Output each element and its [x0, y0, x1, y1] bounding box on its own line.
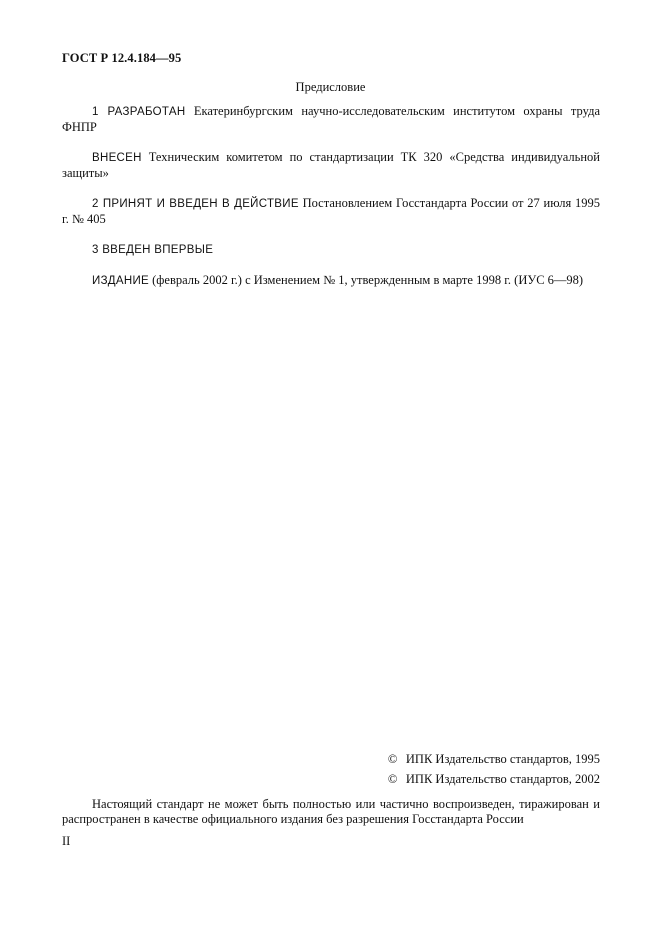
preface-paragraph-edition: [62, 273, 600, 289]
page-title: Предисловие: [295, 80, 366, 94]
paragraph-lead: ВНЕСЕН: [92, 152, 142, 164]
preface-body: [62, 104, 600, 304]
copyright-text: ИПК Издательство стандартов, 1995: [405, 752, 600, 766]
preface-paragraph-first-introduced: [62, 242, 600, 258]
copyright-icon: ©: [387, 772, 398, 786]
copyright-line: [388, 769, 600, 789]
copyright-icon: ©: [387, 752, 398, 766]
document-header: ГОСТ Р 12.4.184—95: [62, 51, 182, 65]
preface-paragraph-developed: [62, 104, 600, 135]
copyright-text: ИПК Издательство стандартов, 2002: [405, 772, 600, 786]
copyright-line: [388, 749, 600, 769]
preface-paragraph-adopted: [62, 196, 600, 227]
page-number: II: [62, 834, 71, 848]
paragraph-text: Техническим комитетом по стандартизации ТК 320 «Средства индивидуальной защиты»: [62, 150, 600, 180]
paragraph-text: Екатеринбургским научно-исследовательским институтом охраны труда ФНПР: [62, 104, 600, 134]
paragraph-text: (февраль 2002 г.) с Изменением № 1, утвержденным в марте 1998 г. (ИУС 6—98): [149, 273, 584, 287]
paragraph-lead: ИЗДАНИЕ: [92, 275, 150, 287]
paragraph-lead: 1 РАЗРАБОТАН: [92, 106, 186, 118]
paragraph-lead: 3 ВВЕДЕН ВПЕРВЫЕ: [92, 244, 214, 256]
reproduction-notice: Настоящий стандарт не может быть полностью или частично воспроизведен, тиражирован и распространен в качестве официального издания без разрешения Госстандарта России: [62, 797, 600, 826]
paragraph-text: Постановлением Госстандарта России от 27 июля 1995 г. № 405: [62, 196, 600, 226]
copyright-block: [388, 749, 600, 789]
paragraph-lead: 2 ПРИНЯТ И ВВЕДЕН В ДЕЙСТВИЕ: [92, 198, 299, 210]
preface-paragraph-introduced: [62, 150, 600, 181]
